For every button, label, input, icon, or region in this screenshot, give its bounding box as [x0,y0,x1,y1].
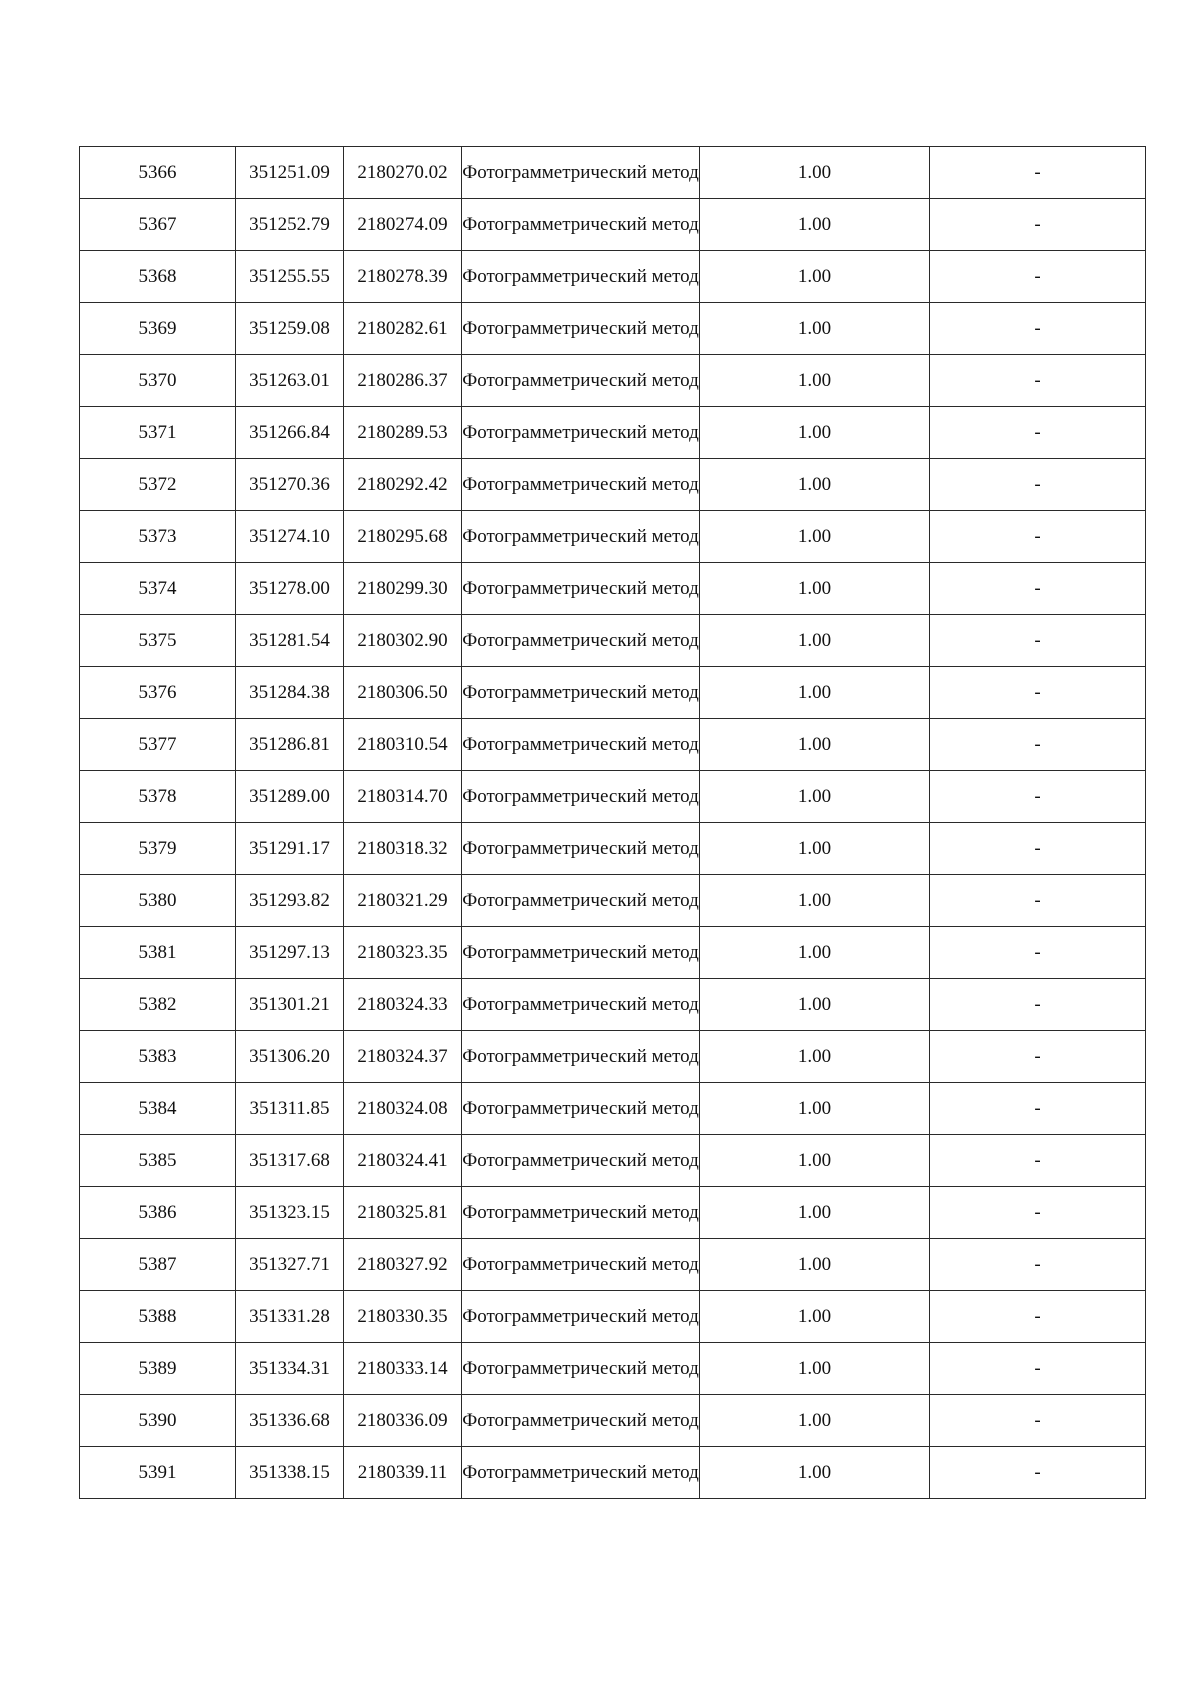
method-cell: Фотограмметрический метод [462,1447,700,1499]
method-cell: Фотограмметрический метод [462,875,700,927]
point-number-cell: 5368 [80,251,236,303]
point-number-cell: 5390 [80,1395,236,1447]
table-row [80,1395,1146,1447]
method-cell: Фотограмметрический метод [462,1343,700,1395]
accuracy-cell: 1.00 [700,199,930,251]
point-number-cell: 5369 [80,303,236,355]
x-coordinate-cell: 351274.10 [236,511,344,563]
description-cell: - [930,147,1146,199]
description-cell: - [930,1187,1146,1239]
table-row [80,823,1146,875]
method-cell: Фотограмметрический метод [462,459,700,511]
accuracy-cell: 1.00 [700,875,930,927]
y-coordinate-cell: 2180330.35 [344,1291,462,1343]
x-coordinate-cell: 351263.01 [236,355,344,407]
y-coordinate-cell: 2180339.11 [344,1447,462,1499]
y-coordinate-cell: 2180306.50 [344,667,462,719]
accuracy-cell: 1.00 [700,927,930,979]
point-number-cell: 5388 [80,1291,236,1343]
table-row [80,407,1146,459]
point-number-cell: 5379 [80,823,236,875]
x-coordinate-cell: 351281.54 [236,615,344,667]
description-cell: - [930,251,1146,303]
table-row [80,303,1146,355]
y-coordinate-cell: 2180286.37 [344,355,462,407]
x-coordinate-cell: 351301.21 [236,979,344,1031]
accuracy-cell: 1.00 [700,563,930,615]
method-cell: Фотограмметрический метод [462,251,700,303]
table-row [80,615,1146,667]
method-cell: Фотограмметрический метод [462,355,700,407]
x-coordinate-cell: 351284.38 [236,667,344,719]
table-row [80,1239,1146,1291]
accuracy-cell: 1.00 [700,823,930,875]
point-number-cell: 5385 [80,1135,236,1187]
description-cell: - [930,771,1146,823]
x-coordinate-cell: 351286.81 [236,719,344,771]
accuracy-cell: 1.00 [700,1187,930,1239]
y-coordinate-cell: 2180324.41 [344,1135,462,1187]
y-coordinate-cell: 2180278.39 [344,251,462,303]
description-cell: - [930,615,1146,667]
method-cell: Фотограмметрический метод [462,719,700,771]
y-coordinate-cell: 2180323.35 [344,927,462,979]
method-cell: Фотограмметрический метод [462,1187,700,1239]
point-number-cell: 5378 [80,771,236,823]
point-number-cell: 5386 [80,1187,236,1239]
x-coordinate-cell: 351291.17 [236,823,344,875]
table-row [80,771,1146,823]
description-cell: - [930,1343,1146,1395]
method-cell: Фотограмметрический метод [462,615,700,667]
point-number-cell: 5370 [80,355,236,407]
description-cell: - [930,303,1146,355]
accuracy-cell: 1.00 [700,355,930,407]
y-coordinate-cell: 2180318.32 [344,823,462,875]
point-number-cell: 5380 [80,875,236,927]
x-coordinate-cell: 351266.84 [236,407,344,459]
description-cell: - [930,199,1146,251]
accuracy-cell: 1.00 [700,511,930,563]
description-cell: - [930,1239,1146,1291]
accuracy-cell: 1.00 [700,1291,930,1343]
table-row [80,199,1146,251]
method-cell: Фотограмметрический метод [462,147,700,199]
y-coordinate-cell: 2180324.37 [344,1031,462,1083]
y-coordinate-cell: 2180274.09 [344,199,462,251]
table-row [80,251,1146,303]
y-coordinate-cell: 2180333.14 [344,1343,462,1395]
accuracy-cell: 1.00 [700,459,930,511]
y-coordinate-cell: 2180321.29 [344,875,462,927]
method-cell: Фотограмметрический метод [462,199,700,251]
x-coordinate-cell: 351289.00 [236,771,344,823]
table-row [80,459,1146,511]
description-cell: - [930,823,1146,875]
point-number-cell: 5371 [80,407,236,459]
x-coordinate-cell: 351251.09 [236,147,344,199]
x-coordinate-cell: 351327.71 [236,1239,344,1291]
accuracy-cell: 1.00 [700,147,930,199]
description-cell: - [930,875,1146,927]
table-row [80,1343,1146,1395]
accuracy-cell: 1.00 [700,1447,930,1499]
method-cell: Фотограмметрический метод [462,1135,700,1187]
y-coordinate-cell: 2180282.61 [344,303,462,355]
accuracy-cell: 1.00 [700,771,930,823]
description-cell: - [930,927,1146,979]
table-row [80,667,1146,719]
accuracy-cell: 1.00 [700,719,930,771]
x-coordinate-cell: 351334.31 [236,1343,344,1395]
table-row [80,1447,1146,1499]
table-row [80,563,1146,615]
y-coordinate-cell: 2180336.09 [344,1395,462,1447]
accuracy-cell: 1.00 [700,303,930,355]
y-coordinate-cell: 2180299.30 [344,563,462,615]
description-cell: - [930,407,1146,459]
point-number-cell: 5381 [80,927,236,979]
point-number-cell: 5391 [80,1447,236,1499]
description-cell: - [930,1031,1146,1083]
description-cell: - [930,667,1146,719]
y-coordinate-cell: 2180310.54 [344,719,462,771]
x-coordinate-cell: 351259.08 [236,303,344,355]
x-coordinate-cell: 351278.00 [236,563,344,615]
accuracy-cell: 1.00 [700,251,930,303]
accuracy-cell: 1.00 [700,979,930,1031]
point-number-cell: 5384 [80,1083,236,1135]
y-coordinate-cell: 2180302.90 [344,615,462,667]
description-cell: - [930,1135,1146,1187]
method-cell: Фотограмметрический метод [462,823,700,875]
x-coordinate-cell: 351338.15 [236,1447,344,1499]
point-number-cell: 5366 [80,147,236,199]
table-row [80,1187,1146,1239]
description-cell: - [930,1083,1146,1135]
accuracy-cell: 1.00 [700,1083,930,1135]
table-row [80,719,1146,771]
table-row [80,1083,1146,1135]
x-coordinate-cell: 351323.15 [236,1187,344,1239]
point-number-cell: 5387 [80,1239,236,1291]
x-coordinate-cell: 351311.85 [236,1083,344,1135]
x-coordinate-cell: 351270.36 [236,459,344,511]
method-cell: Фотограмметрический метод [462,667,700,719]
coordinates-table [79,146,1146,1499]
table-row [80,147,1146,199]
description-cell: - [930,355,1146,407]
accuracy-cell: 1.00 [700,1343,930,1395]
accuracy-cell: 1.00 [700,1135,930,1187]
table-row [80,979,1146,1031]
y-coordinate-cell: 2180289.53 [344,407,462,459]
accuracy-cell: 1.00 [700,1239,930,1291]
point-number-cell: 5377 [80,719,236,771]
method-cell: Фотограмметрический метод [462,1083,700,1135]
point-number-cell: 5374 [80,563,236,615]
x-coordinate-cell: 351331.28 [236,1291,344,1343]
y-coordinate-cell: 2180325.81 [344,1187,462,1239]
point-number-cell: 5383 [80,1031,236,1083]
point-number-cell: 5389 [80,1343,236,1395]
method-cell: Фотограмметрический метод [462,511,700,563]
method-cell: Фотограмметрический метод [462,1031,700,1083]
table-row [80,875,1146,927]
x-coordinate-cell: 351306.20 [236,1031,344,1083]
point-number-cell: 5376 [80,667,236,719]
y-coordinate-cell: 2180314.70 [344,771,462,823]
point-number-cell: 5373 [80,511,236,563]
x-coordinate-cell: 351252.79 [236,199,344,251]
accuracy-cell: 1.00 [700,407,930,459]
method-cell: Фотограмметрический метод [462,1395,700,1447]
description-cell: - [930,1447,1146,1499]
accuracy-cell: 1.00 [700,615,930,667]
y-coordinate-cell: 2180324.33 [344,979,462,1031]
point-number-cell: 5375 [80,615,236,667]
x-coordinate-cell: 351255.55 [236,251,344,303]
y-coordinate-cell: 2180295.68 [344,511,462,563]
x-coordinate-cell: 351297.13 [236,927,344,979]
point-number-cell: 5382 [80,979,236,1031]
method-cell: Фотограмметрический метод [462,927,700,979]
table-row [80,1291,1146,1343]
description-cell: - [930,459,1146,511]
method-cell: Фотограмметрический метод [462,1239,700,1291]
method-cell: Фотограмметрический метод [462,407,700,459]
table-row [80,1135,1146,1187]
method-cell: Фотограмметрический метод [462,1291,700,1343]
point-number-cell: 5372 [80,459,236,511]
description-cell: - [930,1291,1146,1343]
method-cell: Фотограмметрический метод [462,771,700,823]
x-coordinate-cell: 351336.68 [236,1395,344,1447]
description-cell: - [930,1395,1146,1447]
y-coordinate-cell: 2180292.42 [344,459,462,511]
method-cell: Фотограмметрический метод [462,563,700,615]
y-coordinate-cell: 2180324.08 [344,1083,462,1135]
table-row [80,1031,1146,1083]
x-coordinate-cell: 351293.82 [236,875,344,927]
table-row [80,927,1146,979]
table-row [80,355,1146,407]
accuracy-cell: 1.00 [700,667,930,719]
y-coordinate-cell: 2180270.02 [344,147,462,199]
method-cell: Фотограмметрический метод [462,303,700,355]
point-number-cell: 5367 [80,199,236,251]
description-cell: - [930,719,1146,771]
accuracy-cell: 1.00 [700,1031,930,1083]
description-cell: - [930,979,1146,1031]
description-cell: - [930,563,1146,615]
accuracy-cell: 1.00 [700,1395,930,1447]
description-cell: - [930,511,1146,563]
coordinates-table-body [80,147,1146,1499]
method-cell: Фотограмметрический метод [462,979,700,1031]
x-coordinate-cell: 351317.68 [236,1135,344,1187]
table-row [80,511,1146,563]
y-coordinate-cell: 2180327.92 [344,1239,462,1291]
